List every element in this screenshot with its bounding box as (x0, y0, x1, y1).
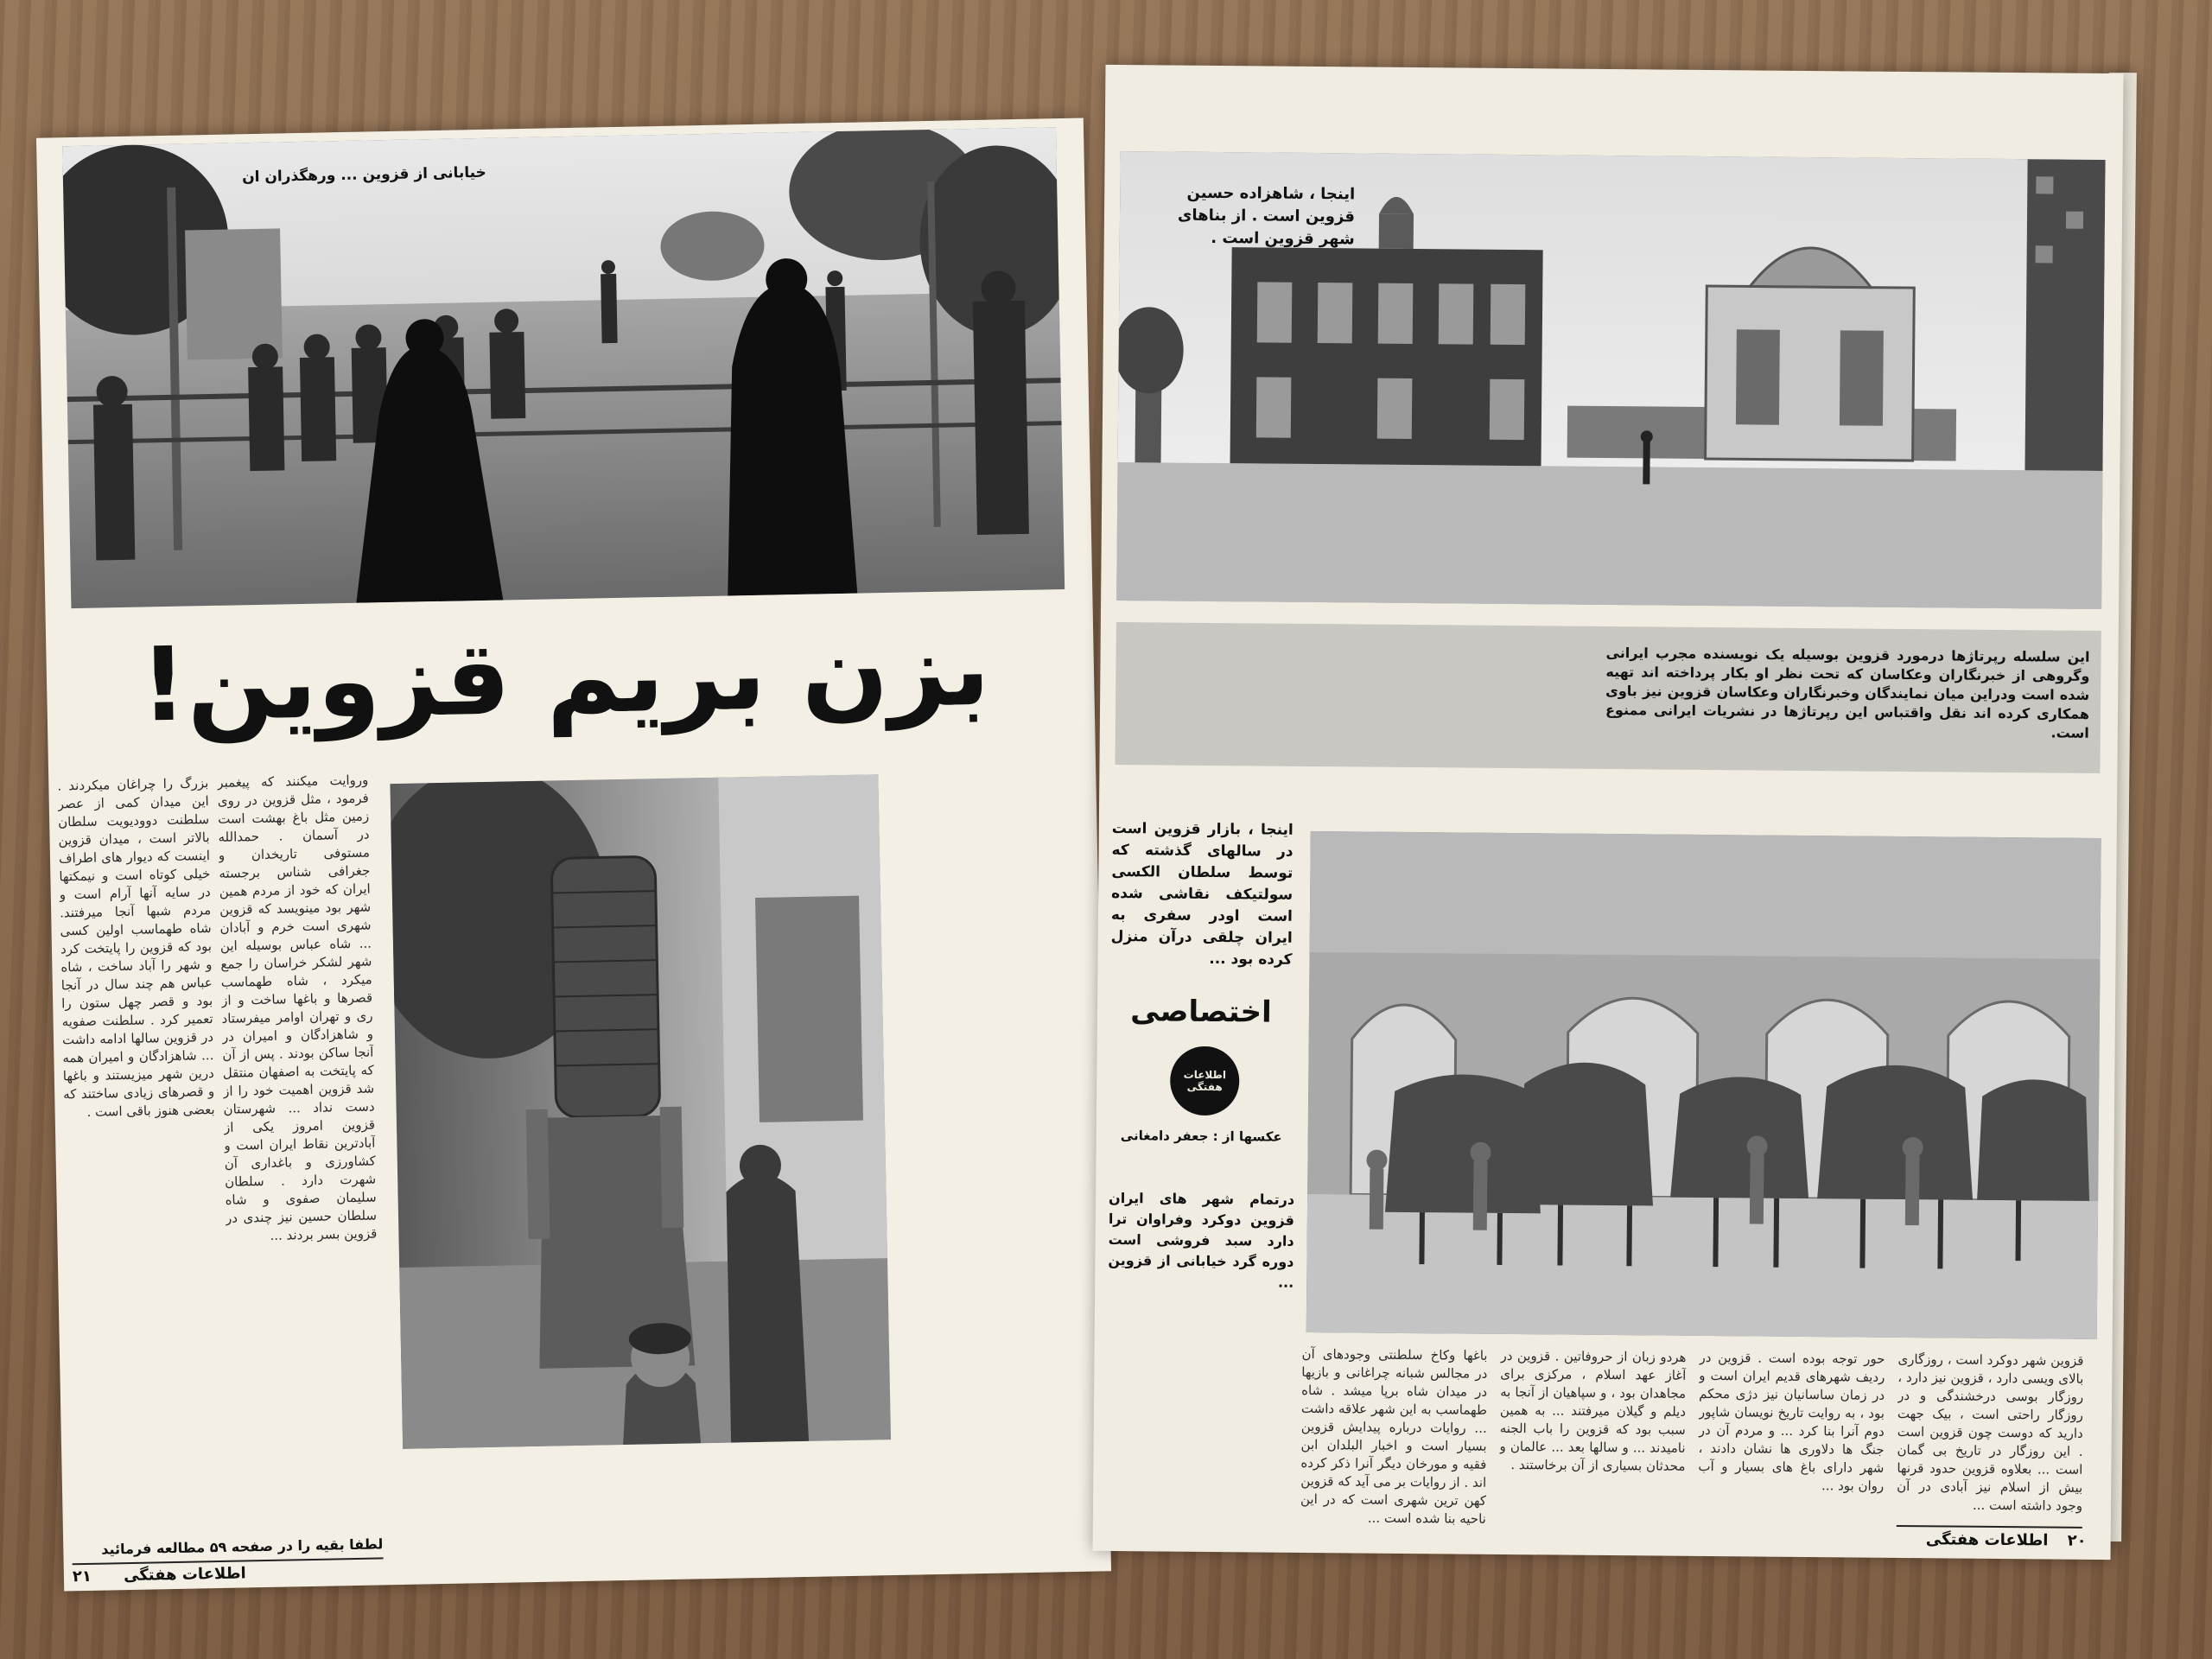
bazaar-caption: اینجا ، بازار قزوین است در سالهای گذشته که توسط سلطان الکسی سولتیکف نقاشی شده است اودر سفری به ایران چلقی درآن منزل کرده بود ... (1110, 819, 1294, 969)
exclusive-label: اختصاصی (1130, 994, 1272, 1030)
street-photo (62, 127, 1065, 608)
right-column-3: باغها وکاخ سلطنتی وجودهای آن در مجالس شبانه چراغانی و بازیها در میدان شاه برپا میشد . شاه طهماسب به این شهر علاقه داشت ... روایات درباره پیدایش قزوین بسیار است و اخبار البلدان ابن فقیه و مورخان دیگر آنرا ذکر کرده اند . از روایات بر می آید که قزوین کهن ترین شهری است که در این ناحیه بنا شده است ... (1300, 1345, 1488, 1527)
right-page (1093, 65, 2124, 1560)
right-column-1: حور توجه بوده است . قزوین در ردیف شهرهای قدیم ایران است و در زمان ساسانیان نیز دژی محکم بود ، به روایت تاریخ نویسان شاپور دوم آنرا بنا کرد ... و مردم آن در جنگ ها دلاوری ها نشان دادند ، شهر دارای باغ های بسیار و آب روان بود ... (1698, 1349, 1885, 1494)
photo-credit: عکسها از : جعفر دامغانی (1120, 1128, 1282, 1145)
street-photo-caption: خیابانی از قزوین ... ورهگذران ان (241, 163, 487, 187)
left-column-0: بزرگ را چراغان میکردند . این میدان کمی از عصر سلطنت دوودیویت سلطان بالاتر است ، میدان قزوین اینست که دیوار های اطراف خیلی کوتاه است و نیمکتها در سایه آنها آرام است و مردم شبها آنجا میرفتند. شاه طهماسب اولین کسی بود که قزوین را پایتخت کرد و شهر را آباد ساخت ، شاه عباس هم چند سال در آنجا بود و قصر چهل ستون را تعمیر کرد . سلطنت صفویه در قزوین سالها ادامه داشت ... شاهزادگان و امیران همه درین شهر میزیستند و باغها و قصرهای زیادی ساختند که بعضی هنوز باقی است . (57, 775, 215, 1120)
right-column-0: قزوین شهر دوکرد است ، روزگاری بالای ویسی دارد ، قزوین نیز دارد ، روزگار بوسی درخشندگی و در روزگار راحتی است ، بیک جهت دارید که دوست چون قزوین است . این روزگار در تاریخ بی گمان است ... بعلاوه قزوین حدود قرنها بیش از اسلام نیز آبادی در آن وجود داشته است ... (1897, 1351, 2084, 1514)
left-column-1: وروایت میکنند که پیغمبر فرمود ، مثل قزوین در روی زمین مثل باغ بهشت است در آسمان . حمدالله مستوفی تاریخدان و جغرافی شناس برجسته ایران که خود از مردم همین شهر بود مینویسد که قزوین شهری است خرم و آبادان ... شاه عباس بوسیله این شهر لشکر خراسان را جمع میکرد ، شاه طهماسب قصرها و باغها ساخت و از ری و تهران اوامر میفرستاد و شاهزادگان و امیران در آنجا ساکن بودند . پس از آن که پایتخت به اصفهان منتقل شد قزوین اهمیت خود را از دست نداد ... شهرستان قزوین امروز یکی از آبادترین نقاط ایران است و کشاورزی و باغداری آن شهرت دارد . سلطان سلیمان صفوی و شاه سلطان حسین نیز چندی در قزوین بسر بردند ... (217, 772, 378, 1243)
basket-seller-image (390, 774, 891, 1449)
side-caption: درتمام شهر های ایران قزوین دوکرد وفراوان ترا دارد سبد فروشی است دوره گرد خیابانی از قزوین ... (1108, 1189, 1295, 1291)
seal-text: اطلاعات هفتگی (1183, 1068, 1227, 1094)
main-headline: بزن بریم قزوین! (139, 608, 992, 745)
right-magazine-name: اطلاعات هفتگی (1925, 1530, 2049, 1550)
left-page-number: ۲۱ (72, 1567, 92, 1586)
left-magazine-name: اطلاعات هفتگی (123, 1564, 246, 1586)
basket-seller-photo (390, 774, 891, 1449)
right-column-2: هردو زبان از حروفاتین . قزوین در آغاز عهد اسلام ، مرکزی برای مجاهدان بود ، و سپاهیان از آنجا به دیلم و گیلان میرفتند ... به همین سبب بود که قزوین را باب الجنه نامیدند ... و سالها بعد ... عالمان و محدثان بسیاری از آن برخاستند . (1499, 1347, 1687, 1474)
magazine-seal (1170, 1046, 1240, 1116)
street-photo-image (62, 127, 1065, 608)
continue-note: لطفا بقیه را در صفحه ۵۹ مطالعه فرمائید (101, 1535, 384, 1558)
right-page-number: ۲۰ (2067, 1531, 2087, 1550)
mansion-photo-caption: اینجا ، شاهزاده حسین قزوین است . از بناهای شهر قزوین است . (1177, 183, 1356, 249)
left-page (36, 118, 1111, 1592)
intro-text: این سلسله رپرتاژها درمورد قزوین بوسیله یک نویسنده مجرب ایرانی وگروهی از خبرنگاران وعکاسان که تحت نظر او بکار پرداخته اند تهیه شده است ودراین میان نمایندگان وخبرنگاران وعکاسان قزوین نیز باوی همکاری کرده اند نقل واقتباس این رپرتاژها در نشریات ایرانی ممنوع است. (1605, 644, 2090, 741)
bazaar-painting (1306, 831, 2101, 1339)
bazaar-painting-image (1306, 831, 2101, 1339)
